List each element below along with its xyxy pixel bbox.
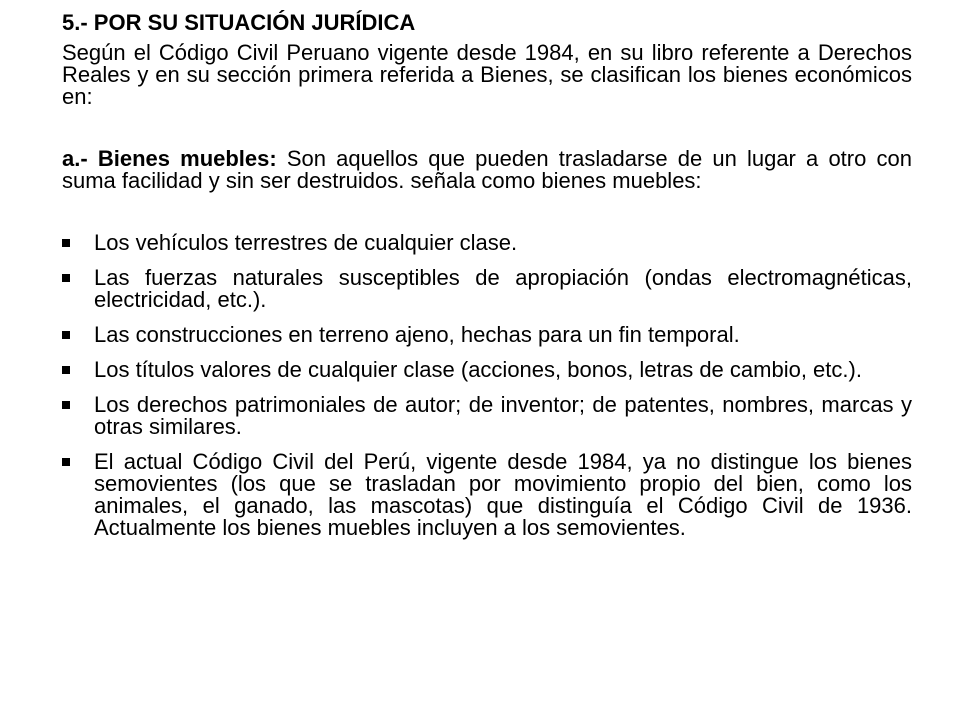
list-item-text: El actual Código Civil del Perú, vigente desde 1984, ya no distingue los bienes semovientes (los que se trasladan por movimiento propio del bien, como los animales, el ganado, las mascotas) que distinguía el Código Civil de 1936. Actualmente los bienes muebles incluyen a los semovientes. (94, 449, 912, 540)
square-bullet-icon (62, 239, 70, 247)
bullet-list (62, 232, 912, 539)
definition-paragraph (62, 148, 912, 192)
list-item-text: Las construcciones en terreno ajeno, hechas para un fin temporal. (94, 322, 740, 347)
list-item-text: Las fuerzas naturales susceptibles de apropiación (ondas electromagnéticas, electricidad, etc.). (94, 265, 912, 312)
list-item-text: Los vehículos terrestres de cualquier clase. (94, 230, 518, 255)
square-bullet-icon (62, 458, 70, 466)
list-item-text: Los títulos valores de cualquier clase (acciones, bonos, letras de cambio, etc.). (94, 357, 862, 382)
definition-text: Son aquellos que pueden trasladarse de un lugar a otro con suma facilidad y sin ser destruidos. señala como bienes muebles: (62, 146, 912, 193)
square-bullet-icon (62, 274, 70, 282)
square-bullet-icon (62, 366, 70, 374)
list-item (62, 324, 912, 346)
intro-paragraph: Según el Código Civil Peruano vigente desde 1984, en su libro referente a Derechos Reales y en su sección primera referida a Bienes, se clasifican los bienes económicos en: (62, 40, 912, 109)
list-item (62, 232, 912, 254)
list-item (62, 394, 912, 438)
list-item (62, 451, 912, 539)
definition-term: a.- Bienes muebles: (62, 146, 277, 171)
square-bullet-icon (62, 331, 70, 339)
list-item (62, 359, 912, 381)
list-item (62, 267, 912, 311)
list-item-text: Los derechos patrimoniales de autor; de inventor; de patentes, nombres, marcas y otras similares. (94, 392, 912, 439)
section-heading: 5.- POR SU SITUACIÓN JURÍDICA (62, 10, 416, 35)
square-bullet-icon (62, 401, 70, 409)
